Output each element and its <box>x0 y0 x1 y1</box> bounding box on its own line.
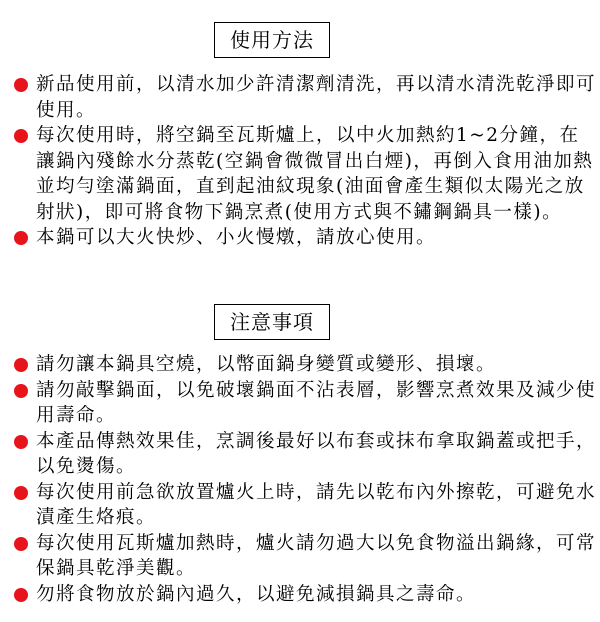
usage-item <box>12 123 596 225</box>
usage-item-text: 新品使用前，以清水加少許清潔劑清洗，再以清水清洗乾淨即可使用。 <box>36 74 597 121</box>
usage-item <box>12 72 596 123</box>
notes-item-text: 請勿敲擊鍋面，以免破壞鍋面不沾表層，影響烹煮效果及減少使用壽命。 <box>36 379 597 426</box>
red-dot-bullet-icon <box>14 537 28 551</box>
notes-item <box>12 378 596 429</box>
notes-item-text: 勿將食物放於鍋內過久，以避免減損鍋具之壽命。 <box>36 583 477 605</box>
red-dot-bullet-icon <box>14 486 28 500</box>
usage-item-text: 本鍋可以大火快炒、小火慢燉，請放心使用。 <box>36 227 437 248</box>
notes-item <box>12 582 596 608</box>
red-dot-bullet-icon <box>14 358 28 372</box>
usage-section-title: 使用方法 <box>214 22 330 58</box>
red-dot-bullet-icon <box>14 588 28 602</box>
notes-list <box>12 352 596 607</box>
notes-item <box>12 429 596 480</box>
notes-item-text: 每次使用前急欲放置爐火上時，請先以乾布內外擦乾，可避免水漬產生烙痕。 <box>36 481 597 528</box>
notes-item <box>12 352 596 378</box>
usage-list <box>12 72 596 251</box>
notes-item <box>12 480 596 531</box>
notes-item-text: 每次使用瓦斯爐加熱時，爐火請勿過大以免食物溢出鍋緣，可常保鍋具乾淨美觀。 <box>36 532 597 579</box>
red-dot-bullet-icon <box>14 231 28 245</box>
notes-item <box>12 531 596 582</box>
notes-section-title: 注意事項 <box>214 304 330 340</box>
red-dot-bullet-icon <box>14 129 28 143</box>
red-dot-bullet-icon <box>14 435 28 449</box>
usage-item-text: 每次使用時，將空鍋至瓦斯爐上，以中火加熱約1~2分鐘，在讓鍋內殘餘水分蒸乾(空鍋會微微冒出白煙)，再倒入食用油加熱並均勻塗滿鍋面，直到起油紋現象(油面會產生類似太陽光之放射狀)，即可將食物下鍋烹煮(使用方式與不鏽鋼鍋具一樣)。 <box>36 125 594 223</box>
notes-item-text: 本產品傳熱效果佳，烹調後最好以布套或抹布拿取鍋蓋或把手，以免燙傷。 <box>36 430 597 477</box>
notes-item-text: 請勿讓本鍋具空燒，以幣面鍋身變質或變形、損壞。 <box>36 354 497 375</box>
red-dot-bullet-icon <box>14 384 28 398</box>
usage-item <box>12 225 596 251</box>
red-dot-bullet-icon <box>14 78 28 92</box>
